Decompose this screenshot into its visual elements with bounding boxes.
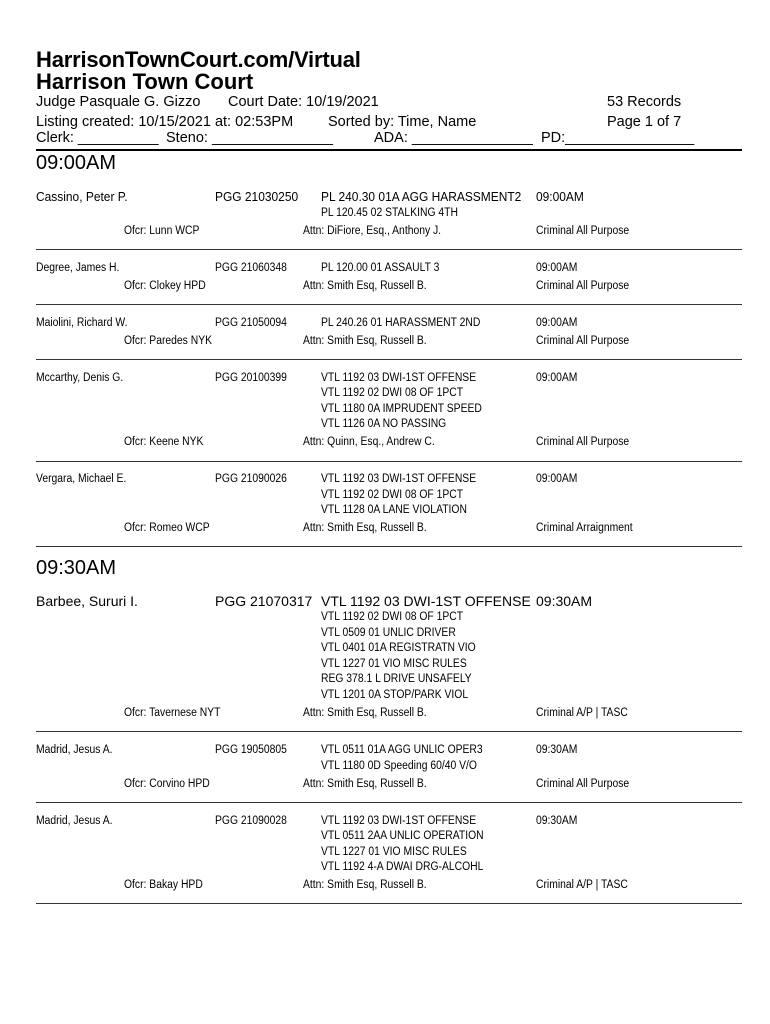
entry-time: 09:00AM <box>536 189 584 204</box>
defendant-name: Maiolini, Richard W. <box>36 317 128 329</box>
charge: VTL 1192 03 DWI-1ST OFFENSE <box>321 815 477 827</box>
officer: Ofcr: Tavernese NYT <box>124 707 221 719</box>
docket-number: PGG 21070317 <box>215 593 313 609</box>
entry-divider <box>36 304 742 305</box>
entry-time: 09:00AM <box>536 317 578 329</box>
ada-field: ADA: _______________ <box>374 130 533 146</box>
header-divider <box>36 149 742 151</box>
defendant-name: Vergara, Michael E. <box>36 473 127 485</box>
charge: VTL 1192 02 DWI 08 OF 1PCT <box>321 489 464 501</box>
charge: VTL 1180 0D Speeding 60/40 V/O <box>321 760 477 772</box>
defendant-name: Barbee, Sururi I. <box>36 593 138 609</box>
charge: VTL 1201 0A STOP/PARK VIOL <box>321 689 469 701</box>
case-category: Criminal A/P | TASC <box>536 707 628 719</box>
charge: VTL 0511 2AA UNLIC OPERATION <box>321 830 484 842</box>
officer: Ofcr: Clokey HPD <box>124 280 206 292</box>
attorney: Attn: Smith Esq, Russell B. <box>303 707 427 719</box>
docket-number: PGG 19050805 <box>215 744 287 756</box>
docket-number: PGG 20100399 <box>215 372 287 384</box>
charge: VTL 1227 01 VIO MISC RULES <box>321 846 467 858</box>
charge: VTL 1126 0A NO PASSING <box>321 418 447 430</box>
case-category: Criminal A/P | TASC <box>536 879 628 891</box>
page-number: Page 1 of 7 <box>607 114 682 130</box>
entry-time: 09:30AM <box>536 593 593 609</box>
entry-divider <box>36 461 742 462</box>
docket-number: PGG 21060348 <box>215 262 287 274</box>
court-name: Harrison Town Court <box>36 69 254 94</box>
court-date: Court Date: 10/19/2021 <box>228 94 379 110</box>
charge: VTL 0401 01A REGISTRATN VIO <box>321 642 476 654</box>
charge: VTL 1192 03 DWI-1ST OFFENSE <box>321 473 477 485</box>
case-category: Criminal Arraignment <box>536 522 633 534</box>
charge: VTL 1192 03 DWI-1ST OFFENSE <box>321 372 477 384</box>
attorney: Attn: DiFiore, Esq., Anthony J. <box>303 225 442 237</box>
docket-number: PGG 21090026 <box>215 473 287 485</box>
officer: Ofcr: Lunn WCP <box>124 225 200 237</box>
charge: PL 120.45 02 STALKING 4TH <box>321 207 458 219</box>
charge: VTL 0511 01A AGG UNLIC OPER3 <box>321 744 483 756</box>
case-category: Criminal All Purpose <box>536 436 630 448</box>
docket-number: PGG 21030250 <box>215 189 299 204</box>
case-category: Criminal All Purpose <box>536 778 630 790</box>
charge: VTL 1128 0A LANE VIOLATION <box>321 504 467 516</box>
entry-divider <box>36 359 742 360</box>
entry-time: 09:00AM <box>536 372 578 384</box>
officer: Ofcr: Bakay HPD <box>124 879 203 891</box>
defendant-name: Madrid, Jesus A. <box>36 744 113 756</box>
attorney: Attn: Smith Esq, Russell B. <box>303 280 427 292</box>
entry-time: 09:30AM <box>536 815 578 827</box>
entry-divider <box>36 903 742 904</box>
time-heading: 09:00AM <box>36 152 117 174</box>
attorney: Attn: Smith Esq, Russell B. <box>303 879 427 891</box>
charge: VTL 1192 4-A DWAI DRG-ALCOHL <box>321 861 484 873</box>
attorney: Attn: Smith Esq, Russell B. <box>303 778 427 790</box>
site-title: HarrisonTownCourt.com/Virtual <box>36 47 361 72</box>
docket-number: PGG 21050094 <box>215 317 287 329</box>
entry-time: 09:00AM <box>536 262 578 274</box>
charge: VTL 1180 0A IMPRUDENT SPEED <box>321 403 482 415</box>
entry-divider <box>36 249 742 250</box>
charge: VTL 1192 02 DWI 08 OF 1PCT <box>321 611 464 623</box>
sorted-by: Sorted by: Time, Name <box>328 114 477 130</box>
charge: VTL 0509 01 UNLIC DRIVER <box>321 627 456 639</box>
defendant-name: Mccarthy, Denis G. <box>36 372 124 384</box>
docket-number: PGG 21090028 <box>215 815 287 827</box>
charge: VTL 1192 03 DWI-1ST OFFENSE <box>321 593 531 609</box>
attorney: Attn: Smith Esq, Russell B. <box>303 335 427 347</box>
steno-field: Steno: _______________ <box>166 130 333 146</box>
defendant-name: Madrid, Jesus A. <box>36 815 113 827</box>
clerk-field: Clerk: __________ <box>36 130 159 146</box>
attorney: Attn: Smith Esq, Russell B. <box>303 522 427 534</box>
case-category: Criminal All Purpose <box>536 225 630 237</box>
officer: Ofcr: Corvino HPD <box>124 778 210 790</box>
entry-time: 09:30AM <box>536 744 578 756</box>
officer: Ofcr: Paredes NYK <box>124 335 213 347</box>
defendant-name: Degree, James H. <box>36 262 120 274</box>
judge-name: Judge Pasquale G. Gizzo <box>36 94 201 110</box>
section-divider <box>36 546 742 547</box>
case-category: Criminal All Purpose <box>536 335 630 347</box>
time-heading: 09:30AM <box>36 557 117 579</box>
pd-field: PD:________________ <box>541 130 695 146</box>
charge: PL 120.00 01 ASSAULT 3 <box>321 262 440 274</box>
officer: Ofcr: Romeo WCP <box>124 522 210 534</box>
officer: Ofcr: Keene NYK <box>124 436 204 448</box>
entry-divider <box>36 802 742 803</box>
attorney: Attn: Quinn, Esq., Andrew C. <box>303 436 435 448</box>
charge: REG 378.1 L DRIVE UNSAFELY <box>321 673 472 685</box>
charge: PL 240.26 01 HARASSMENT 2ND <box>321 317 481 329</box>
defendant-name: Cassino, Peter P. <box>36 189 128 204</box>
charge: VTL 1192 02 DWI 08 OF 1PCT <box>321 387 464 399</box>
entry-time: 09:00AM <box>536 473 578 485</box>
entry-divider <box>36 731 742 732</box>
charge: PL 240.30 01A AGG HARASSMENT2 <box>321 189 522 204</box>
case-category: Criminal All Purpose <box>536 280 630 292</box>
charge: VTL 1227 01 VIO MISC RULES <box>321 658 467 670</box>
record-count: 53 Records <box>607 94 682 110</box>
listing-created: Listing created: 10/15/2021 at: 02:53PM <box>36 114 294 130</box>
